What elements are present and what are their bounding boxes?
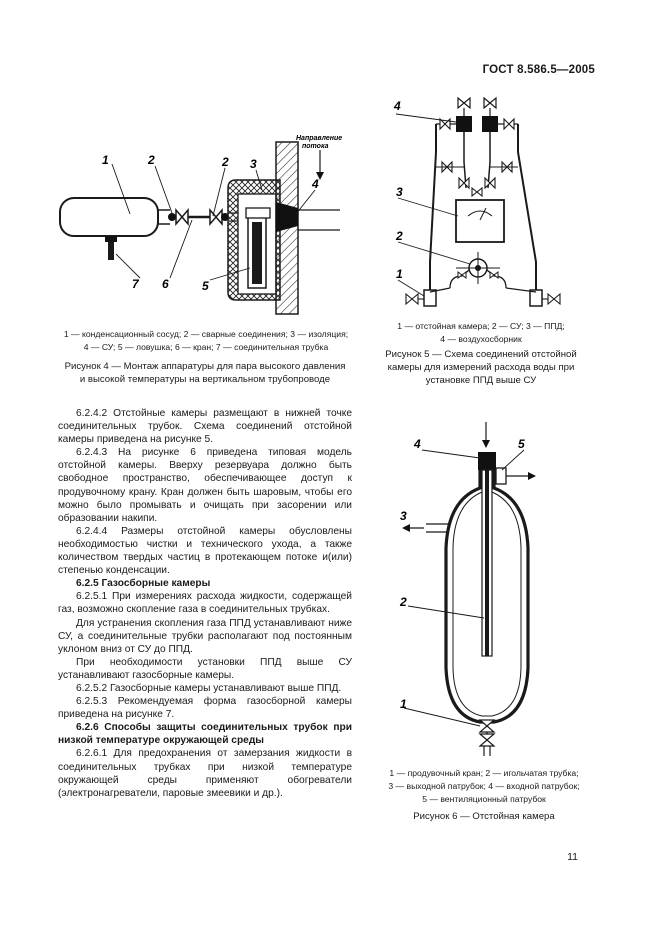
page-number: 11 bbox=[567, 851, 578, 863]
fig4-label-2a: 2 bbox=[148, 153, 155, 167]
figure-6-drawing bbox=[398, 418, 568, 758]
valve-symbol bbox=[176, 210, 188, 224]
paragraph-6-2-4-2: 6.2.4.2 Отстойные камеры размещают в нижней точке соединительных трубок. Схема соединений отстойной камеры приведена на рисунке 5. bbox=[58, 408, 352, 446]
figure-4-drawing bbox=[50, 128, 350, 323]
fig4-flow-label-1: Направление bbox=[296, 135, 343, 142]
fig4-label-5: 5 bbox=[202, 279, 209, 293]
figure-4-legend: 1 — конденсационный сосуд; 2 — сварные соединения; 3 — изоляция; 4 — СУ; 5 — ловушка; 6 — кран; 7 — соединительная трубка bbox=[63, 329, 349, 352]
paragraph-6-2-6-1: 6.2.6.1 Для предохранения от замерзания жидкости в соединительных трубках при низкой температуре окружающей среды применяют обогреватели (электронагреватели, паровые змеевики и др.). bbox=[58, 748, 352, 799]
figure-5-drawing bbox=[386, 92, 576, 314]
fig4-label-3: 3 bbox=[250, 157, 257, 171]
fig5-label-2: 2 bbox=[396, 229, 403, 243]
fig6-label-3: 3 bbox=[400, 509, 407, 523]
paragraph-6-2-5-3: 6.2.5.3 Рекомендуемая форма газосборной камеры приведена на рисунке 7. bbox=[58, 696, 352, 721]
fig6-label-1: 1 bbox=[400, 697, 407, 711]
ppd-box bbox=[456, 200, 504, 242]
figure-6-caption: Рисунок 6 — Отстойная камера bbox=[413, 811, 555, 822]
settling-chamber-left bbox=[424, 290, 436, 306]
fig4-label-2b: 2 bbox=[222, 155, 229, 169]
settling-chamber-right bbox=[530, 290, 542, 306]
fig4-flow-label-2: потока bbox=[302, 143, 329, 150]
figure-6-legend: 1 — продувочный кран; 2 — игольчатая трубка; 3 — выходной патрубок; 4 — входной патрубок; 5 — вентиляционный патрубок bbox=[388, 768, 580, 804]
condensation-vessel bbox=[60, 198, 158, 236]
heading-6-2-6: 6.2.6 Способы защиты соединительных трубок при низкой температуре окружающей среды bbox=[58, 722, 352, 747]
heading-6-2-5: 6.2.5 Газосборные камеры bbox=[76, 578, 211, 590]
fig6-label-2: 2 bbox=[400, 595, 407, 609]
figure-5-legend: 1 — отстойная камера; 2 — СУ; 3 — ППД; 4 — воздухосборник bbox=[397, 321, 565, 344]
fig4-label-7: 7 bbox=[132, 277, 139, 291]
figure-5-caption: Рисунок 5 — Схема соединений отстойной камеры для измерений расхода воды при установке ППД выше СУ bbox=[385, 349, 577, 386]
fig5-label-3: 3 bbox=[396, 185, 403, 199]
paragraph-6-2-5-2: 6.2.5.2 Газосборные камеры устанавливают выше ППД. bbox=[76, 682, 342, 694]
fig4-label-1: 1 bbox=[102, 153, 109, 167]
paragraph-gas-removal: Для устранения скопления газа ППД устанавливают ниже СУ, а соединительные трубки располагают под постоянным уклоном вниз от СУ до ППД. bbox=[58, 617, 352, 655]
document-standard-header: ГОСТ 8.586.5—2005 bbox=[482, 64, 595, 76]
fig5-label-1: 1 bbox=[396, 267, 403, 281]
paragraph-gas-chambers-needed: При необходимости установки ППД выше СУ устанавливают газосборные камеры. bbox=[58, 656, 352, 681]
paragraph-6-2-4-4: 6.2.4.4 Размеры отстойной камеры обусловлены необходимостью чистки и технического ухода, а также количеством твердых частиц в протекающем потоке и(или) степенью конденсации. bbox=[58, 525, 352, 577]
fig4-label-6: 6 bbox=[162, 277, 169, 291]
fig5-label-4: 4 bbox=[394, 99, 401, 113]
fig6-label-4: 4 bbox=[414, 437, 421, 451]
body-text-column bbox=[58, 407, 352, 800]
fig6-label-5: 5 bbox=[518, 437, 525, 451]
fig4-label-4: 4 bbox=[312, 177, 319, 191]
paragraph-6-2-5-1: 6.2.5.1 При измерениях расхода жидкости, содержащей газ, возможно скопление газа в соединительных трубках. bbox=[58, 591, 352, 616]
figure-4-caption: Рисунок 4 — Монтаж аппаратуры для пара высокого давления и высокой температуры на вертикальном трубопроводе bbox=[64, 361, 346, 385]
paragraph-6-2-4-3: 6.2.4.3 На рисунке 6 приведена типовая модель отстойной камеры. Вверху резервуара должно быть свободное пространство, обеспечивающее доступ к продувочному крану. Кран должен быть шаровым, чтобы его можно было промывать и очищать при засорении или образовании накипи. bbox=[58, 447, 352, 524]
